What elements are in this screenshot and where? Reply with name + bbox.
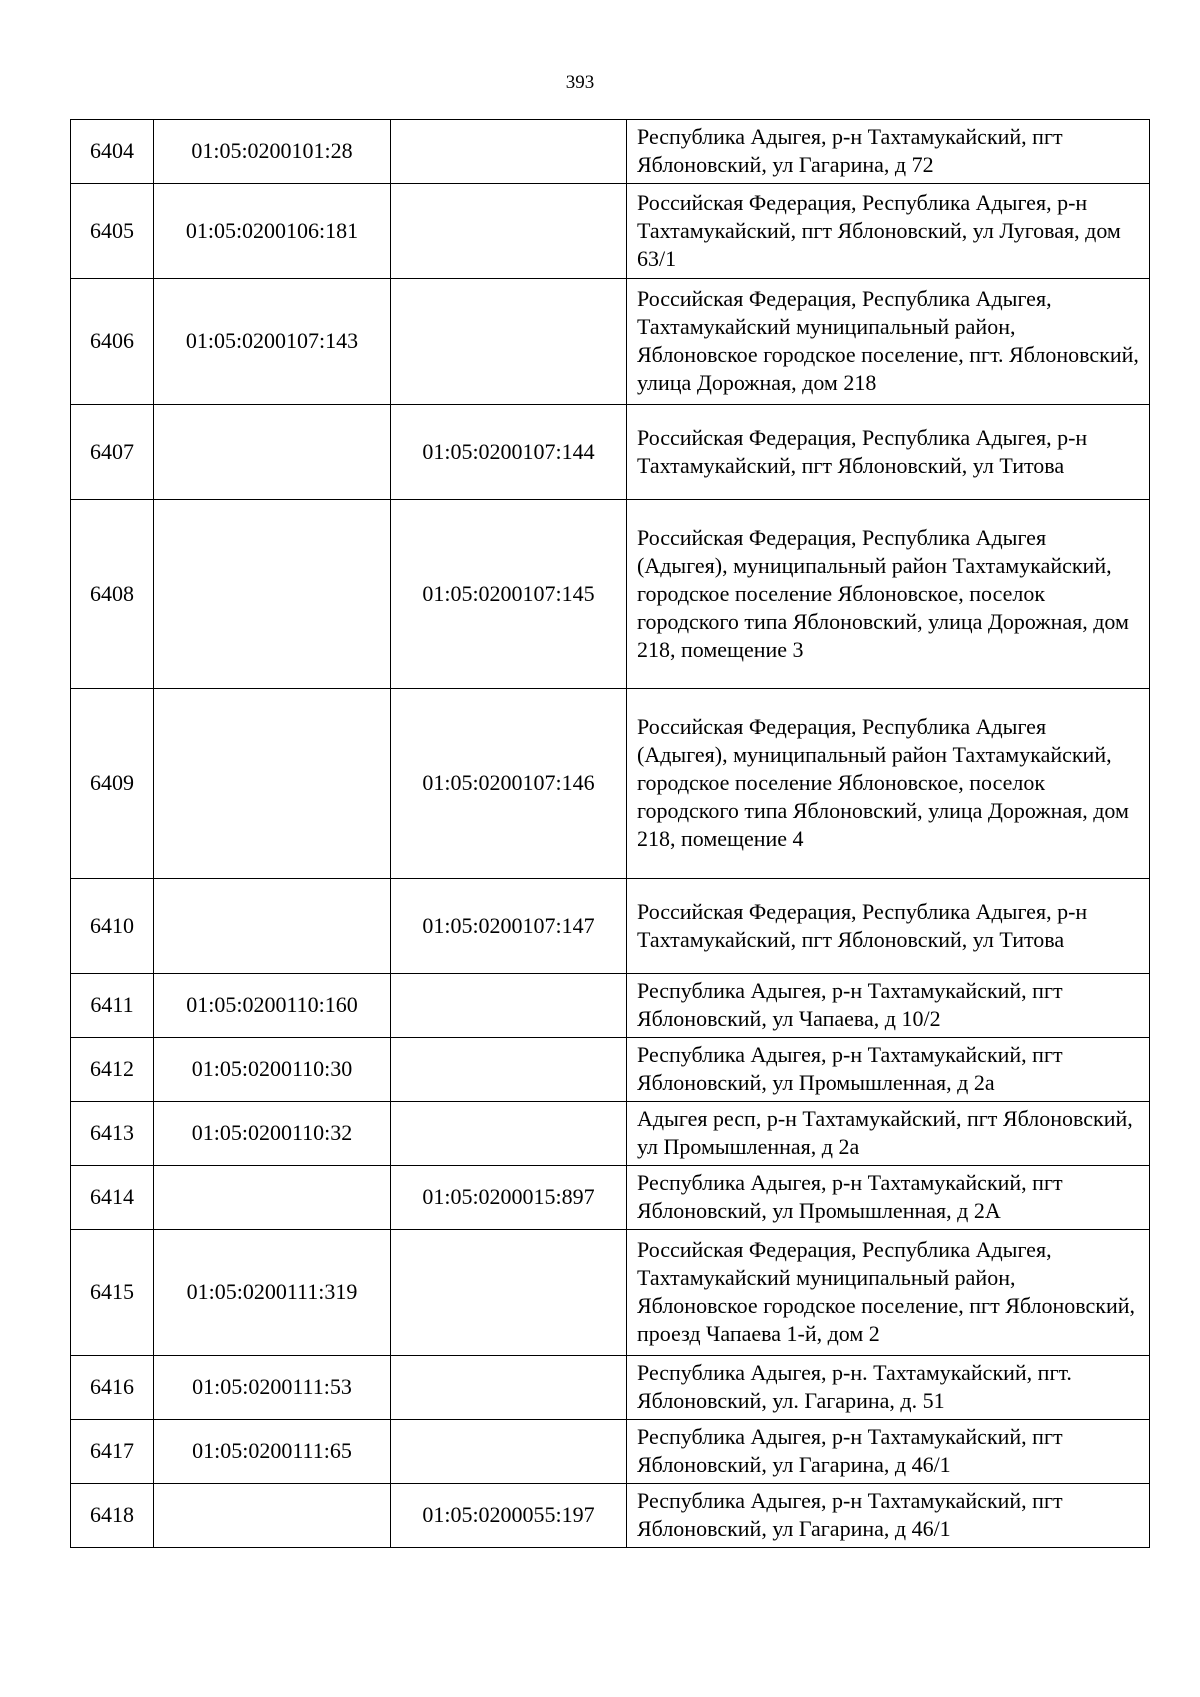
address: Российская Федерация, Республика Адыгея, Тахтамукайский муниципальный район, Яблоновское городское поселение, пгт. Яблоновский, улица Дорожная, дом 218 [627, 279, 1150, 405]
parcel-cadastral-number [154, 500, 391, 689]
building-cadastral-number [391, 1038, 627, 1102]
row-number: 6418 [71, 1484, 154, 1548]
parcel-cadastral-number: 01:05:0200111:65 [154, 1420, 391, 1484]
row-number: 6411 [71, 974, 154, 1038]
address: Республика Адыгея, р-н. Тахтамукайский, пгт. Яблоновский, ул. Гагарина, д. 51 [627, 1356, 1150, 1420]
row-number: 6414 [71, 1166, 154, 1230]
address: Российская Федерация, Республика Адыгея, р-н Тахтамукайский, пгт Яблоновский, ул Титова [627, 405, 1150, 500]
parcel-cadastral-number [154, 879, 391, 974]
parcel-cadastral-number: 01:05:0200110:30 [154, 1038, 391, 1102]
row-number: 6417 [71, 1420, 154, 1484]
parcel-cadastral-number: 01:05:0200111:53 [154, 1356, 391, 1420]
table-row [71, 1166, 1150, 1230]
address: Российская Федерация, Республика Адыгея, р-н Тахтамукайский, пгт Яблоновский, ул Титова [627, 879, 1150, 974]
parcel-cadastral-number: 01:05:0200101:28 [154, 120, 391, 184]
table-row [71, 184, 1150, 279]
address: Республика Адыгея, р-н Тахтамукайский, пгт Яблоновский, ул Чапаева, д 10/2 [627, 974, 1150, 1038]
building-cadastral-number [391, 1230, 627, 1356]
building-cadastral-number [391, 1102, 627, 1166]
building-cadastral-number [391, 279, 627, 405]
parcel-cadastral-number: 01:05:0200110:160 [154, 974, 391, 1038]
building-cadastral-number: 01:05:0200055:197 [391, 1484, 627, 1548]
table-row [71, 689, 1150, 879]
table-row [71, 1102, 1150, 1166]
parcel-cadastral-number: 01:05:0200106:181 [154, 184, 391, 279]
row-number: 6409 [71, 689, 154, 879]
address: Российская Федерация, Республика Адыгея, р-н Тахтамукайский, пгт Яблоновский, ул Луговая, дом 63/1 [627, 184, 1150, 279]
building-cadastral-number [391, 1420, 627, 1484]
address: Республика Адыгея, р-н Тахтамукайский, пгт Яблоновский, ул Промышленная, д 2А [627, 1166, 1150, 1230]
parcel-cadastral-number [154, 689, 391, 879]
table-row [71, 1420, 1150, 1484]
address: Российская Федерация, Республика Адыгея (Адыгея), муниципальный район Тахтамукайский, городское поселение Яблоновское, поселок городского типа Яблоновский, улица Дорожная, дом 218, помещение 4 [627, 689, 1150, 879]
row-number: 6415 [71, 1230, 154, 1356]
parcel-cadastral-number [154, 405, 391, 500]
building-cadastral-number: 01:05:0200107:145 [391, 500, 627, 689]
building-cadastral-number: 01:05:0200107:146 [391, 689, 627, 879]
address: Адыгея респ, р-н Тахтамукайский, пгт Яблоновский, ул Промышленная, д 2а [627, 1102, 1150, 1166]
row-number: 6405 [71, 184, 154, 279]
building-cadastral-number [391, 1356, 627, 1420]
parcel-cadastral-number: 01:05:0200111:319 [154, 1230, 391, 1356]
address: Республика Адыгея, р-н Тахтамукайский, пгт Яблоновский, ул Гагарина, д 46/1 [627, 1484, 1150, 1548]
building-cadastral-number [391, 974, 627, 1038]
table-row [71, 1230, 1150, 1356]
table-row [71, 1038, 1150, 1102]
parcel-cadastral-number: 01:05:0200110:32 [154, 1102, 391, 1166]
table-row [71, 1356, 1150, 1420]
building-cadastral-number: 01:05:0200107:147 [391, 879, 627, 974]
table-row [71, 120, 1150, 184]
parcel-cadastral-number [154, 1484, 391, 1548]
building-cadastral-number [391, 184, 627, 279]
row-number: 6406 [71, 279, 154, 405]
table-row [71, 1484, 1150, 1548]
row-number: 6407 [71, 405, 154, 500]
table-row [71, 500, 1150, 689]
row-number: 6416 [71, 1356, 154, 1420]
building-cadastral-number: 01:05:0200107:144 [391, 405, 627, 500]
building-cadastral-number: 01:05:0200015:897 [391, 1166, 627, 1230]
table-row [71, 405, 1150, 500]
table-row [71, 974, 1150, 1038]
building-cadastral-number [391, 120, 627, 184]
parcel-cadastral-number: 01:05:0200107:143 [154, 279, 391, 405]
table-row [71, 879, 1150, 974]
address: Российская Федерация, Республика Адыгея (Адыгея), муниципальный район Тахтамукайский, городское поселение Яблоновское, поселок городского типа Яблоновский, улица Дорожная, дом 218, помещение 3 [627, 500, 1150, 689]
row-number: 6404 [71, 120, 154, 184]
address: Российская Федерация, Республика Адыгея, Тахтамукайский муниципальный район, Яблоновское городское поселение, пгт Яблоновский, проезд Чапаева 1-й, дом 2 [627, 1230, 1150, 1356]
address: Республика Адыгея, р-н Тахтамукайский, пгт Яблоновский, ул Гагарина, д 46/1 [627, 1420, 1150, 1484]
address: Республика Адыгея, р-н Тахтамукайский, пгт Яблоновский, ул Промышленная, д 2а [627, 1038, 1150, 1102]
row-number: 6408 [71, 500, 154, 689]
row-number: 6413 [71, 1102, 154, 1166]
registry-table [70, 119, 1150, 1548]
page-number: 393 [565, 72, 595, 93]
parcel-cadastral-number [154, 1166, 391, 1230]
table-row [71, 279, 1150, 405]
row-number: 6412 [71, 1038, 154, 1102]
address: Республика Адыгея, р-н Тахтамукайский, пгт Яблоновский, ул Гагарина, д 72 [627, 120, 1150, 184]
row-number: 6410 [71, 879, 154, 974]
